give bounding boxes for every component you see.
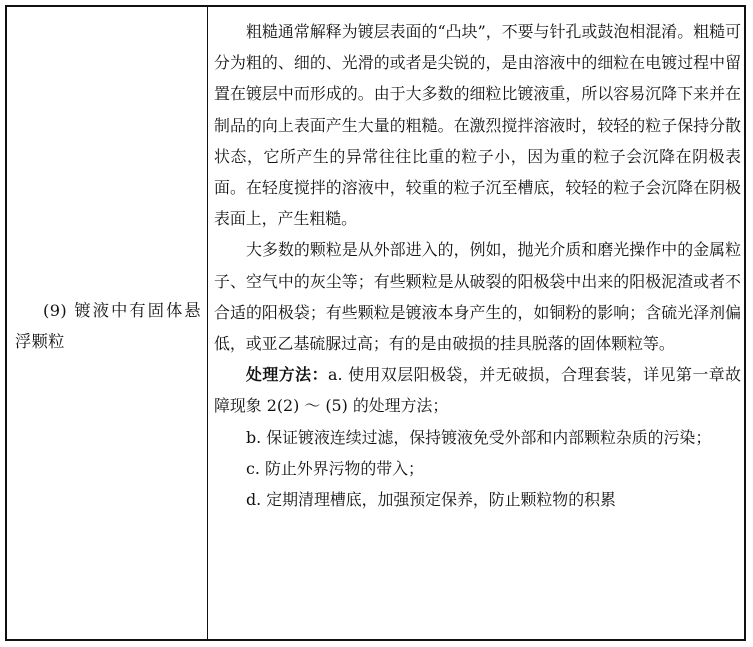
fault-name: (9) 镀液中有固体悬浮颗粒 [15,301,201,351]
method-b: b. 保证镀液连续过滤，保持镀液免受外部和内部颗粒杂质的污染； [246,427,712,447]
fault-table [5,5,746,641]
method-a: a. 使用双层阳极袋，并无破损，合理套装，详见第一章故障现象 2(2) ～ (5) 的处理方法； [214,365,742,416]
method-a-paragraph [214,359,741,421]
method-label: 处理方法： [246,365,328,385]
description-paragraph-1: 粗糙通常解释为镀层表面的“凸块”，不要与针孔或鼓泡相混淆。粗糙可分为粗的、细的、光滑的或者是尖锐的，是由溶液中的细粒在电镀过程中留置在镀层中而形成的。由于大多数的细粒比镀液重，所以容易沉降下来并在制品的向上表面产生大量的粗糙。在激烈搅拌溶液时，较轻的粒子保持分散状态，它所产生的异常往往比重的粒子小，因为重的粒子会沉降在阴极表面。在轻度搅拌的溶液中，较重的粒子沉至槽底，较轻的粒子会沉降在阴极表面上，产生粗糙。 [214,22,741,229]
method-d: d. 定期清理槽底，加强预定保养，防止颗粒物的积累 [246,490,616,510]
method-c: c. 防止外界污物的带入； [246,458,424,478]
column-divider [207,7,208,639]
description-paragraph-2: 大多数的颗粒是从外部进入的，例如，抛光介质和磨光操作中的金属粒子、空气中的灰尘等；有些颗粒是从破裂的阳极袋中出来的阳极泥渣或者不合适的阳极袋；有些颗粒是镀液本身产生的，如铜粉的影响；含硫光泽剂偏低，或亚乙基硫脲过高；有的是由破损的挂具脱落的固体颗粒等。 [214,240,741,354]
fault-description-cell [214,16,741,515]
fault-name-cell [7,7,207,639]
